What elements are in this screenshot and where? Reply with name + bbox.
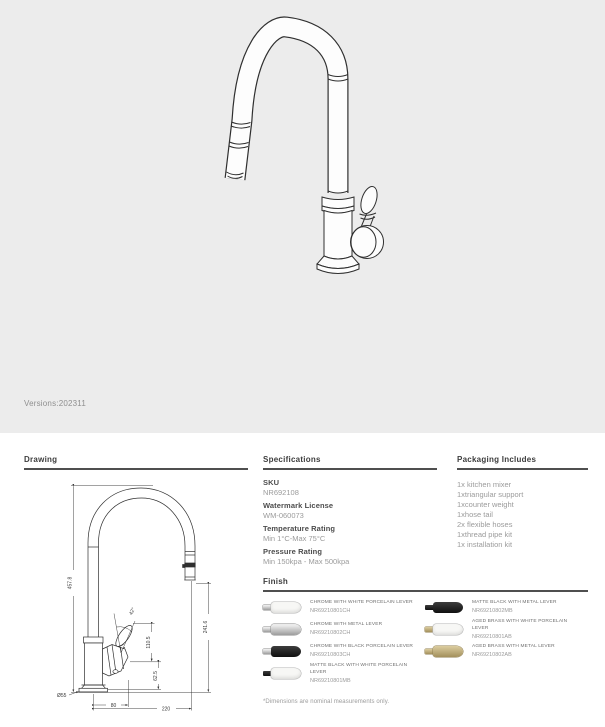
dim-aerator-height: 62.5 [152,671,159,681]
specifications-section-title: Specifications [263,455,437,470]
faucet-outline [79,488,196,692]
finish-option [425,596,585,618]
chrome-metal-swatch [263,623,303,636]
matteblack-metal-swatch [425,601,465,614]
finish-label: CHROME WITH WHITE PORCELAIN LEVER [310,600,413,605]
spec-value: WM-060073 [263,511,304,520]
spec-item [263,501,437,521]
packaging-item: 1xthread pipe kit [457,530,513,539]
finish-label: CHROME WITH METAL LEVER [310,622,383,627]
packaging-item: 1xhose tail [457,510,493,519]
finish-code: NR69210802MB [472,608,513,614]
finish-column-left [263,596,423,684]
product-line-drawing-icon [180,10,430,290]
dim-outlet-height: 241.6 [202,620,209,634]
finish-option [425,640,585,662]
drawing-section-title: Drawing [24,455,248,470]
finish-option [263,596,423,618]
finish-section-title: Finish [263,577,588,592]
finish-code: NR69210802AB [472,652,512,658]
finish-column-right [425,596,585,662]
dim-handle-offset: 80 [110,703,117,709]
versions-label: Versions:202311 [24,399,87,408]
dim-spout-reach: 220 [161,706,171,713]
finish-label: MATTE BLACK WITH WHITE PORCELAIN LEVER [310,662,408,675]
packaging-item: 2x flexible hoses [457,520,513,529]
finish-option [263,640,423,662]
chrome-black-swatch [263,645,303,658]
dim-base-diameter: Ø55 [57,693,67,699]
finish-grid [263,596,593,691]
dim-overall-height: 457.8 [67,576,74,590]
finish-label: CHROME WITH BLACK PORCELAIN LEVER [310,644,414,649]
agedbrass-metal-swatch [425,645,465,658]
packaging-section-title: Packaging Includes [457,455,588,470]
finish-code: NR69210801AB [472,633,512,640]
dim-handle-height: 110.5 [146,636,153,649]
finish-code: NR69210802CH [310,630,351,636]
disclaimer-note: *Dimensions are nominal measurements only. [263,699,390,705]
finish-code: NR69210801MB [310,677,351,684]
finish-label: AGED BRASS WITH METAL LEVER [472,644,555,649]
dim-handle-angle: 42° [128,606,138,617]
chrome-porcelain-swatch [263,601,303,614]
packaging-item: 1xcounter weight [457,500,514,509]
finish-label: MATTE BLACK WITH METAL LEVER [472,600,557,605]
matteblack-porcelain-swatch [263,667,303,680]
spec-value: NR692108 [263,488,299,497]
technical-drawing [55,480,250,715]
spec-item [263,478,437,498]
specifications-list [263,478,437,570]
finish-label: AGED BRASS WITH WHITE PORCELAIN LEVER [472,618,568,631]
agedbrass-porcelain-swatch [425,623,465,636]
finish-option [263,662,423,684]
packaging-item: 1x installation kit [457,540,513,549]
packaging-item: 1xtriangular support [457,490,524,499]
spec-item [263,547,437,567]
packaging-list [457,480,597,550]
packaging-item: 1x kitchen mixer [457,480,512,489]
finish-option [425,618,585,640]
finish-code: NR69210801CH [310,608,351,614]
spec-label: Pressure Rating [263,547,323,556]
spec-value: Min 150kpa - Max 500kpa [263,557,350,566]
spec-label: Watermark License [263,501,334,510]
spec-value: Min 1°C-Max 75°C [263,534,326,543]
finish-code: NR69210803CH [310,652,351,658]
spec-item [263,524,437,544]
spec-label: Temperature Rating [263,524,336,533]
finish-option [263,618,423,640]
spec-label: SKU [263,478,280,487]
